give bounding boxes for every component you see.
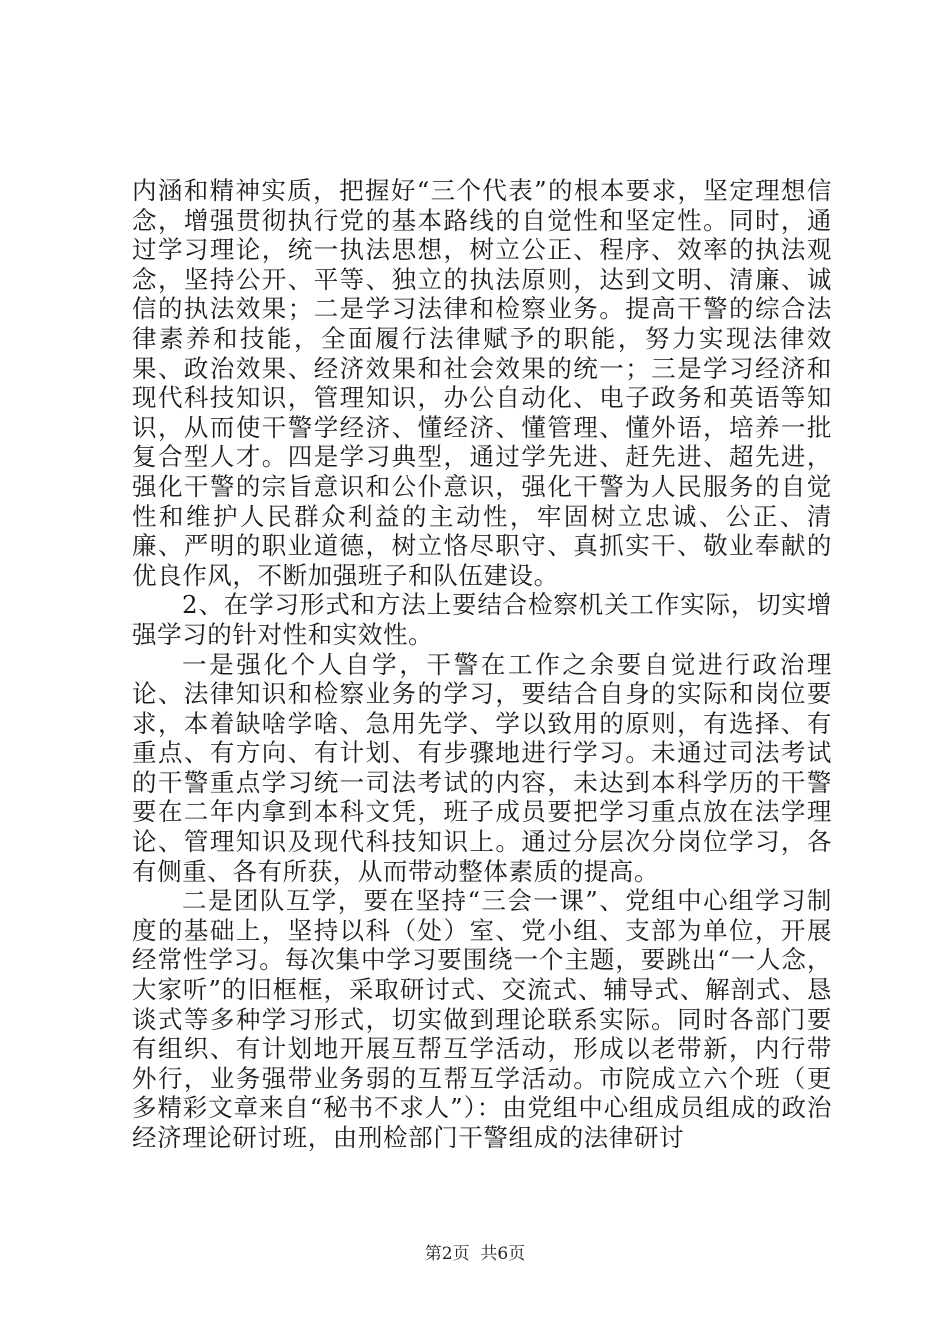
paragraph-3: 一是强化个人自学，干警在工作之余要自觉进行政治理论、法律知识和检察业务的学习，要结合自身的实际和岗位要求，本着缺啥学啥、急用先学、学以致用的原则，有选择、有重点、有方向、有计划、有步骤地进行学习。未通过司法考试的干警重点学习统一司法考试的内容，未达到本科学历的干警要在二年内拿到本科文凭，班子成员要把学习重点放在法学理论、管理知识及现代科技知识上。通过分层次分岗位学习，各有侧重、各有所获，从而带动整体素质的提高。 xyxy=(132,649,832,886)
footer-spacer xyxy=(470,1244,481,1264)
page-number: 第2页 xyxy=(424,1244,470,1264)
document-body xyxy=(132,176,832,1153)
paragraph-1: 内涵和精神实质，把握好“三个代表”的根本要求，坚定理想信念，增强贯彻执行党的基本路线的自觉性和坚定性。同时，通过学习理论，统一执法思想，树立公正、程序、效率的执法观念，坚持公开、平等、独立的执法原则，达到文明、清廉、诚信的执法效果；二是学习法律和检察业务。提高干警的综合法律素养和技能，全面履行法律赋予的职能，努力实现法律效果、政治效果、经济效果和社会效果的统一；三是学习经济和现代科技知识，管理知识，办公自动化、电子政务和英语等知识，从而使干警学经济、懂经济、懂管理、懂外语，培养一批复合型人才。四是学习典型，通过学先进、赶先进、超先进，强化干警的宗旨意识和公仆意识，强化干警为人民服务的自觉性和维护人民群众利益的主动性，牢固树立忠诚、公正、清廉、严明的职业道德，树立恪尽职守、真抓实干、敬业奉献的优良作风，不断加强班子和队伍建设。 xyxy=(132,176,832,590)
page-footer xyxy=(0,1243,950,1265)
page-total: 共6页 xyxy=(480,1244,526,1264)
paragraph-2: 2、在学习形式和方法上要结合检察机关工作实际，切实增强学习的针对性和实效性。 xyxy=(132,590,832,649)
paragraph-4: 二是团队互学，要在坚持“三会一课”、党组中心组学习制度的基础上，坚持以科（处）室、党小组、支部为单位，开展经常性学习。每次集中学习要围绕一个主题，要跳出“一人念，大家听”的旧框框，采取研讨式、交流式、辅导式、解剖式、恳谈式等多种学习形式，切实做到理论联系实际。同时各部门要有组织、有计划地开展互帮互学活动，形成以老带新，内行带外行，业务强带业务弱的互帮互学活动。市院成立六个班（更多精彩文章来自“秘书不求人”）：由党组中心组成员组成的政治经济理论研讨班，由刑检部门干警组成的法律研讨 xyxy=(132,886,832,1152)
